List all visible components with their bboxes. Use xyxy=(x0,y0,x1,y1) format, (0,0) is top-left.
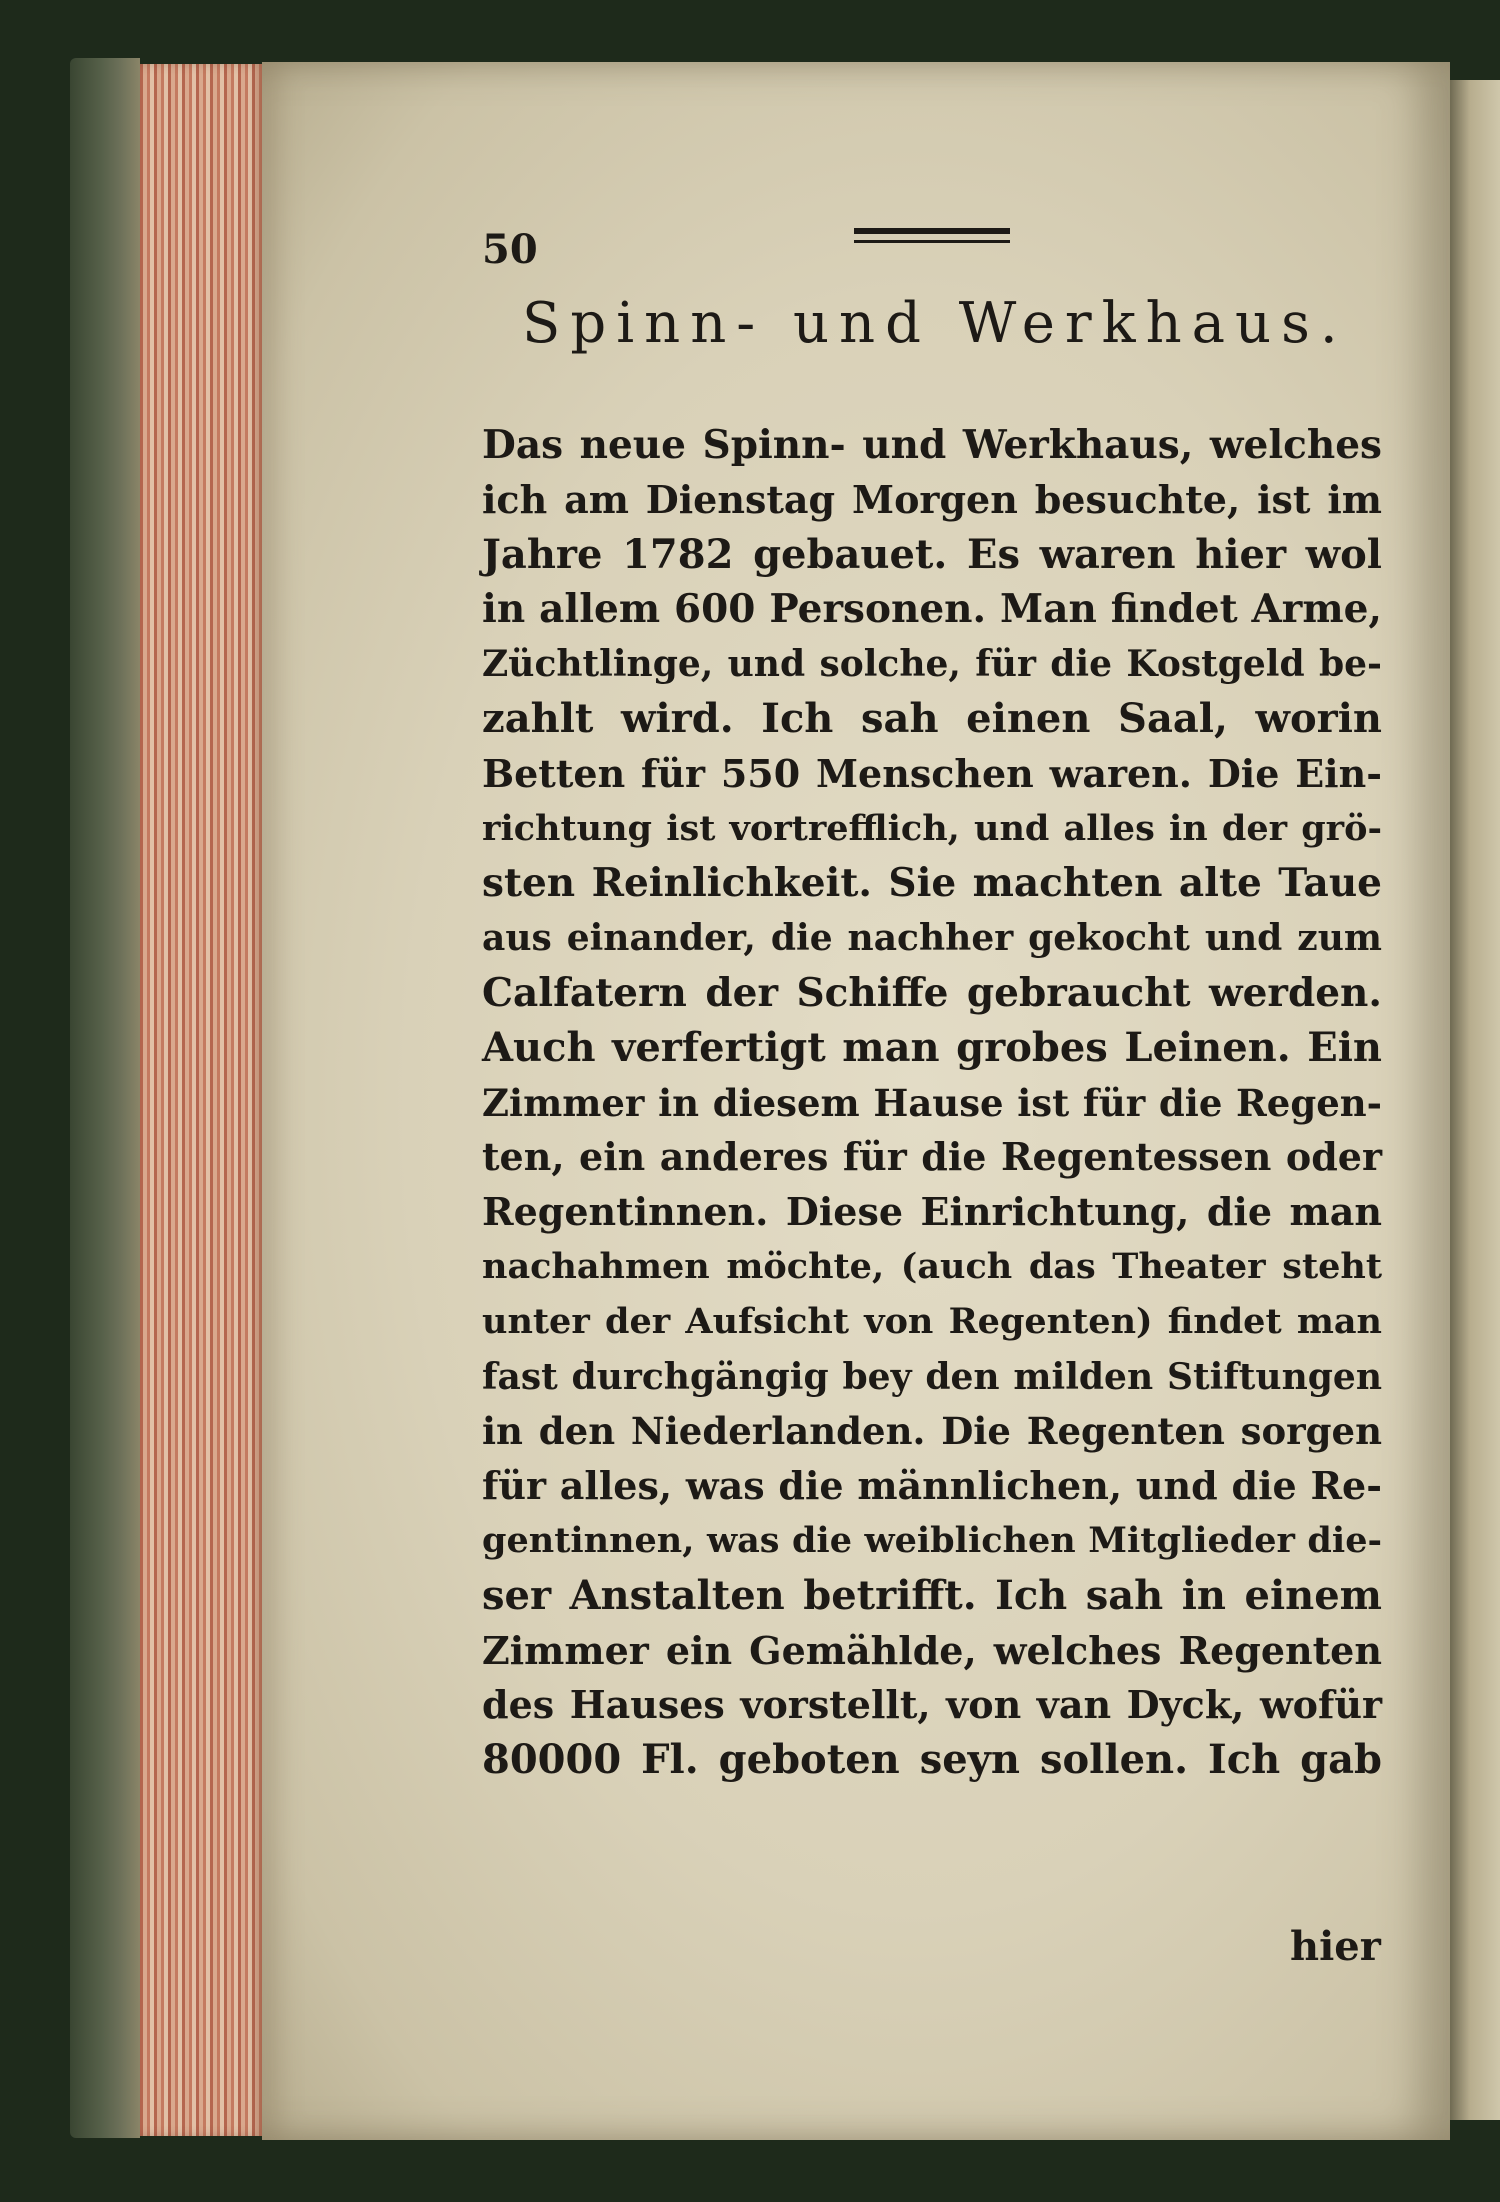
text-line: Züchtlinge, und solche, für die Kostgeld be- xyxy=(482,643,1382,686)
text-line: unter der Aufsicht von Regenten) findet man xyxy=(482,1300,1382,1342)
body-text xyxy=(482,418,1382,1788)
text-line: aus einander, die nachher gekocht und zum xyxy=(482,917,1382,960)
text-line: in den Niederlanden. Die Regenten sorgen xyxy=(482,1409,1382,1454)
text-line: Regentinnen. Diese Einrichtung, die man xyxy=(482,1189,1382,1235)
header-ornament xyxy=(854,224,1010,254)
text-line: ser Anstalten betrifft. Ich sah in einem xyxy=(482,1571,1382,1619)
page-number: 50 xyxy=(482,226,538,273)
ornament-thick-rule xyxy=(854,228,1010,234)
text-line: zahlt wird. Ich sah einen Saal, worin xyxy=(482,694,1382,742)
text-line: in allem 600 Personen. Man findet Arme, xyxy=(482,586,1382,633)
text-line: sten Reinlichkeit. Sie machten alte Taue xyxy=(482,860,1382,907)
text-line: Jahre 1782 gebauet. Es waren hier wol xyxy=(482,530,1382,578)
text-line: Calfatern der Schiffe gebraucht werden. xyxy=(482,969,1382,1016)
text-line: ich am Dienstag Morgen besuchte, ist im xyxy=(482,476,1382,522)
text-line: Betten für 550 Menschen waren. Die Ein- xyxy=(482,750,1382,796)
text-line: für alles, was die männlichen, und die Re- xyxy=(482,1463,1382,1509)
text-line: Auch verfertigt man grobes Leinen. Ein xyxy=(482,1023,1382,1071)
section-heading: Spinn- und Werkhaus. xyxy=(522,291,1348,356)
text-line: Zimmer in diesem Hause ist für die Regen- xyxy=(482,1080,1382,1125)
text-line: fast durchgängig bey den milden Stiftungen xyxy=(482,1355,1382,1398)
text-line: Zimmer ein Gemählde, welches Regenten xyxy=(482,1627,1382,1673)
next-page-edge xyxy=(1450,80,1500,2120)
text-line: 80000 Fl. geboten seyn sollen. Ich gab xyxy=(482,1736,1382,1784)
catchword: hier xyxy=(1290,1923,1381,1970)
text-line: richtung ist vortrefflich, und alles in der grö- xyxy=(482,807,1382,849)
text-line: gentinnen, was die weiblichen Mitglieder die- xyxy=(482,1519,1382,1561)
text-line: Das neue Spinn- und Werkhaus, welches xyxy=(482,422,1382,468)
text-line: ten, ein anderes für die Regentessen oder xyxy=(482,1134,1382,1180)
text-line: nachahmen möchte, (auch das Theater steht xyxy=(482,1245,1382,1287)
ornament-thin-rule xyxy=(854,240,1010,243)
page-edges xyxy=(140,64,265,2136)
book-cover-edge xyxy=(70,58,140,2138)
text-line: des Hauses vorstellt, von van Dyck, wofür xyxy=(482,1682,1382,1728)
